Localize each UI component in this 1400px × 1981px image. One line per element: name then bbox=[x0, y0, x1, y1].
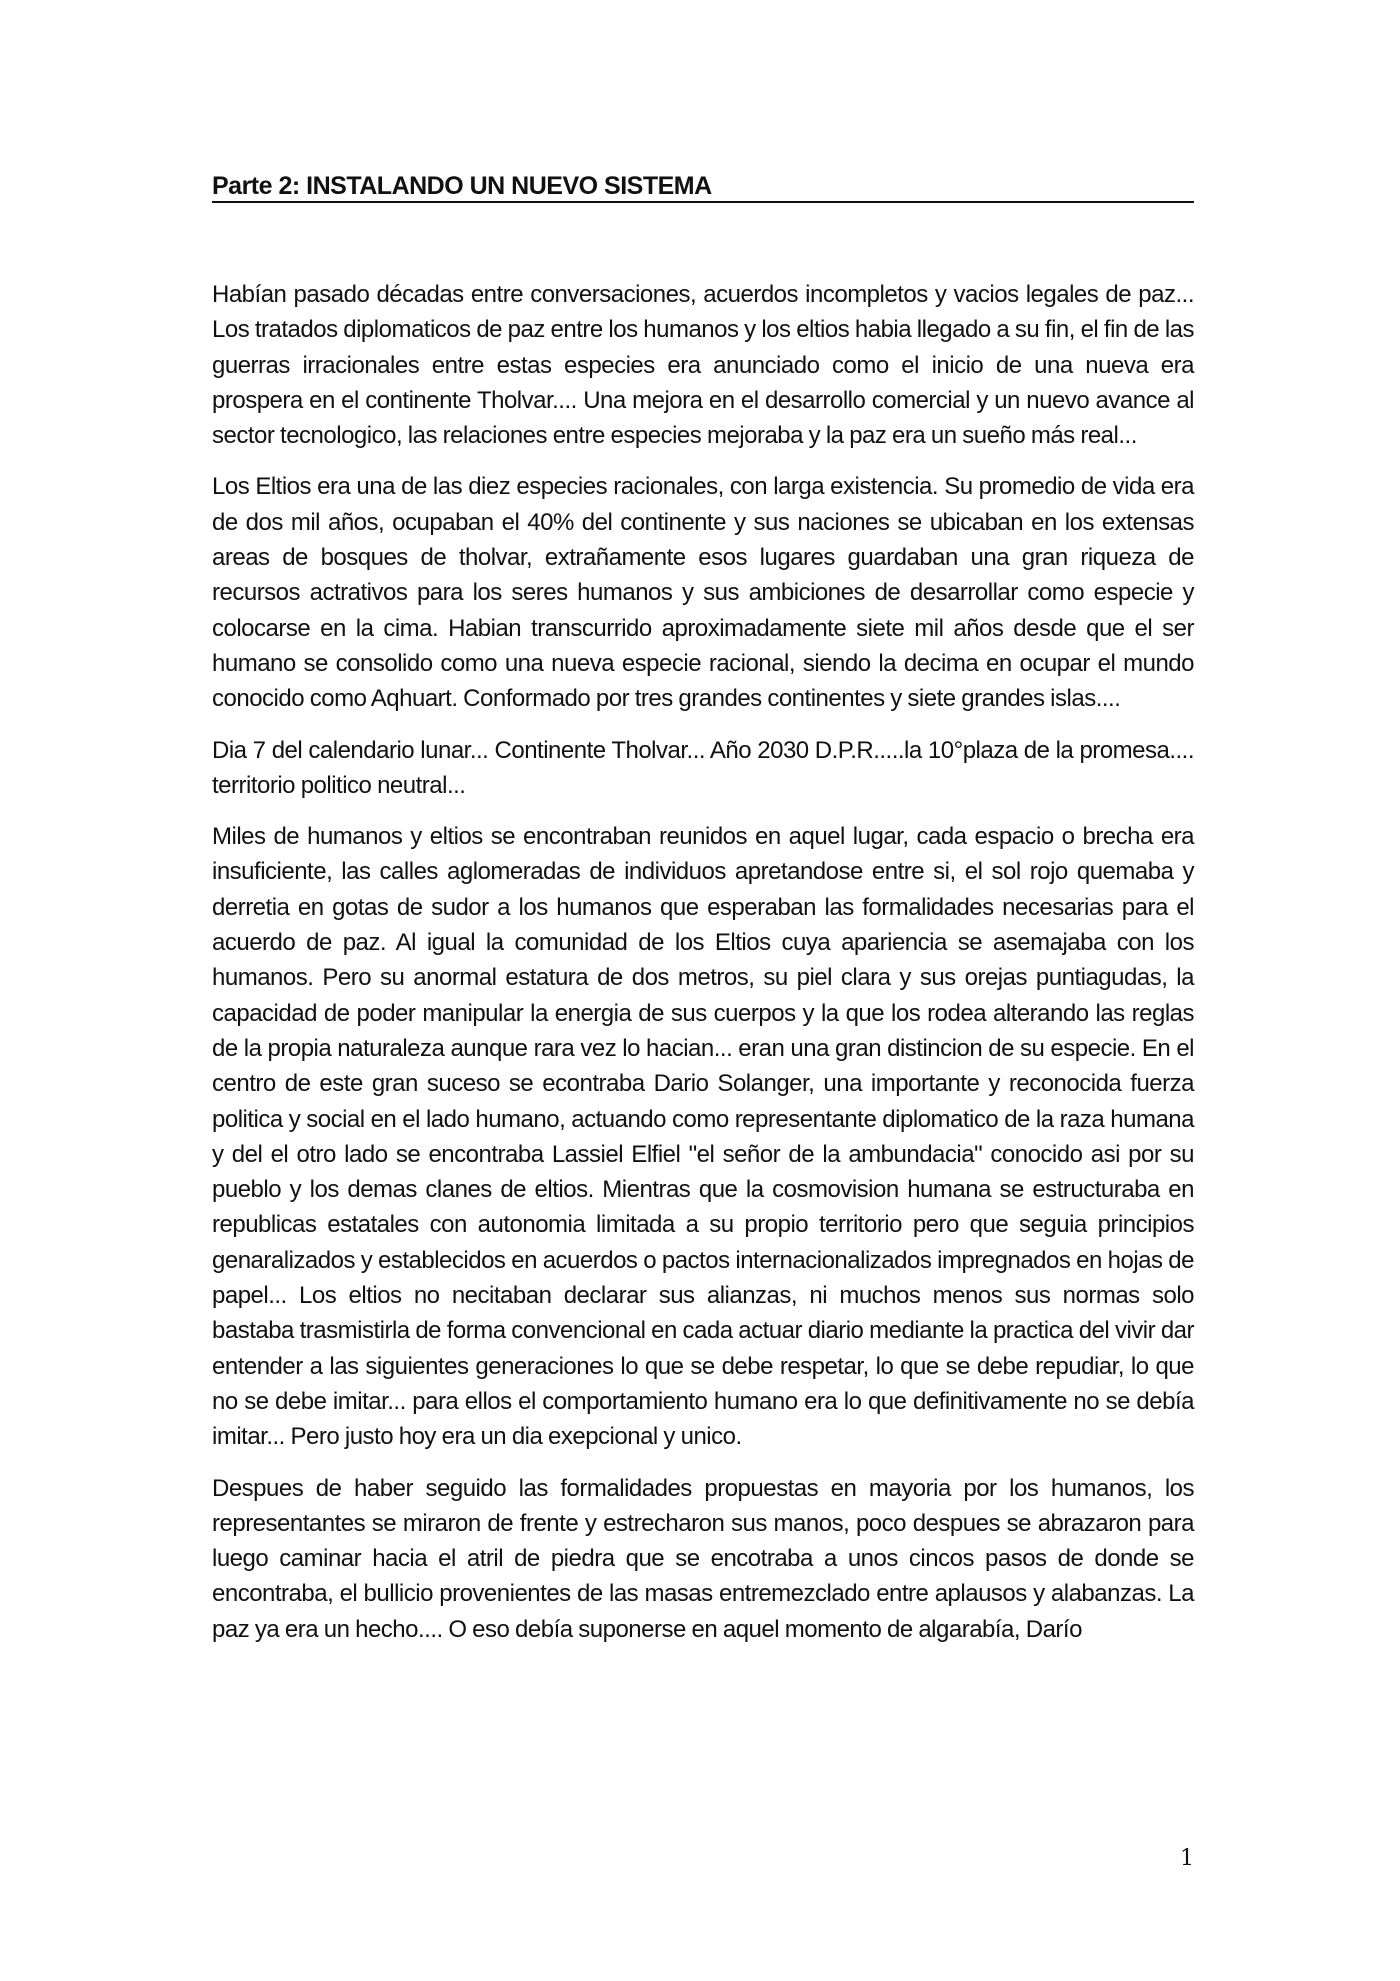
paragraph-3: Dia 7 del calendario lunar... Continente Tholvar... Año 2030 D.P.R.....la 10°plaza de la promesa.... territorio politico neutral... bbox=[212, 736, 1194, 799]
page-number: 1 bbox=[1180, 1846, 1194, 1871]
section-heading: Parte 2: INSTALANDO UN NUEVO SISTEMA bbox=[212, 172, 1194, 203]
paragraph-1: Habían pasado décadas entre conversaciones, acuerdos incompletos y vacios legales de paz... Los tratados diplomaticos de paz entre los humanos y los eltios habia llegado a su fin, el fin de las guerras irracionales entre estas especies era anunciado como el inicio de una nueva era prospera en el continente Tholvar.... Una mejora en el desarrollo comercial y un nuevo avance al sector tecnologico, las relaciones entre especies mejoraba y la paz era un sueño más real... bbox=[212, 281, 1194, 450]
paragraph-2: Los Eltios era una de las diez especies racionales, con larga existencia. Su promedio de vida era de dos mil años, ocupaban el 40% del continente y sus naciones se ubicaban en los extensas areas de bosques de tholvar, extrañamente esos lugares guardaban una gran riqueza de recursos actrativos para los seres humanos y sus ambiciones de desarrollar como especie y colocarse en la cima. Habian transcurrido aproximadamente siete mil años desde que el ser humano se consolido como una nueva especie racional, siendo la decima en ocupar el mundo conocido como Aqhuart. Conformado por tres grandes continentes y siete grandes islas.... bbox=[212, 473, 1194, 713]
paragraph-5: Despues de haber seguido las formalidades propuestas en mayoria por los humanos, los representantes se miraron de frente y estrecharon sus manos, poco despues se abrazaron para luego caminar hacia el atril de piedra que se encotraba a unos cincos pasos de donde se encontraba, el bullicio provenientes de las masas entremezclado entre aplausos y alabanzas. La paz ya era un hecho.... O eso debía suponerse en aquel momento de algarabía, Darío bbox=[212, 1474, 1194, 1643]
body-text bbox=[212, 277, 1194, 1663]
paragraph-4: Miles de humanos y eltios se encontraban reunidos en aquel lugar, cada espacio o brecha era insuficiente, las calles aglomeradas de individuos apretandose entre si, el sol rojo quemaba y derretia en gotas de sudor a los humanos que esperaban las formalidades necesarias para el acuerdo de paz. Al igual la comunidad de los Eltios cuya apariencia se asemajaba con los humanos. Pero su anormal estatura de dos metros, su piel clara y sus orejas puntiagudas, la capacidad de poder manipular la energia de sus cuerpos y la que los rodea alterando las reglas de la propia naturaleza aunque rara vez lo hacian... eran una gran distincion de su especie. En el centro de este gran suceso se econtraba Dario Solanger, una importante y reconocida fuerza politica y social en el lado humano, actuando como representante diplomatico de la raza humana y del el otro lado se encontraba Lassiel Elfiel "el señor de la ambundacia" conocido asi por su pueblo y los demas clanes de eltios. Mientras que la cosmovision humana se estructuraba en republicas estatales con autonomia limitada a su propio territorio pero que seguia principios genaralizados y establecidos en acuerdos o pactos internacionalizados impregnados en hojas de papel... Los eltios no necitaban declarar sus alianzas, ni muchos menos sus normas solo bastaba trasmistirla de forma convencional en cada actuar diario mediante la practica del vivir dar entender a las siguientes generaciones lo que se debe respetar, lo que se debe repudiar, lo que no se debe imitar... para ellos el comportamiento humano era lo que definitivamente no se debía imitar... Pero justo hoy era un dia exepcional y unico. bbox=[212, 823, 1194, 1451]
